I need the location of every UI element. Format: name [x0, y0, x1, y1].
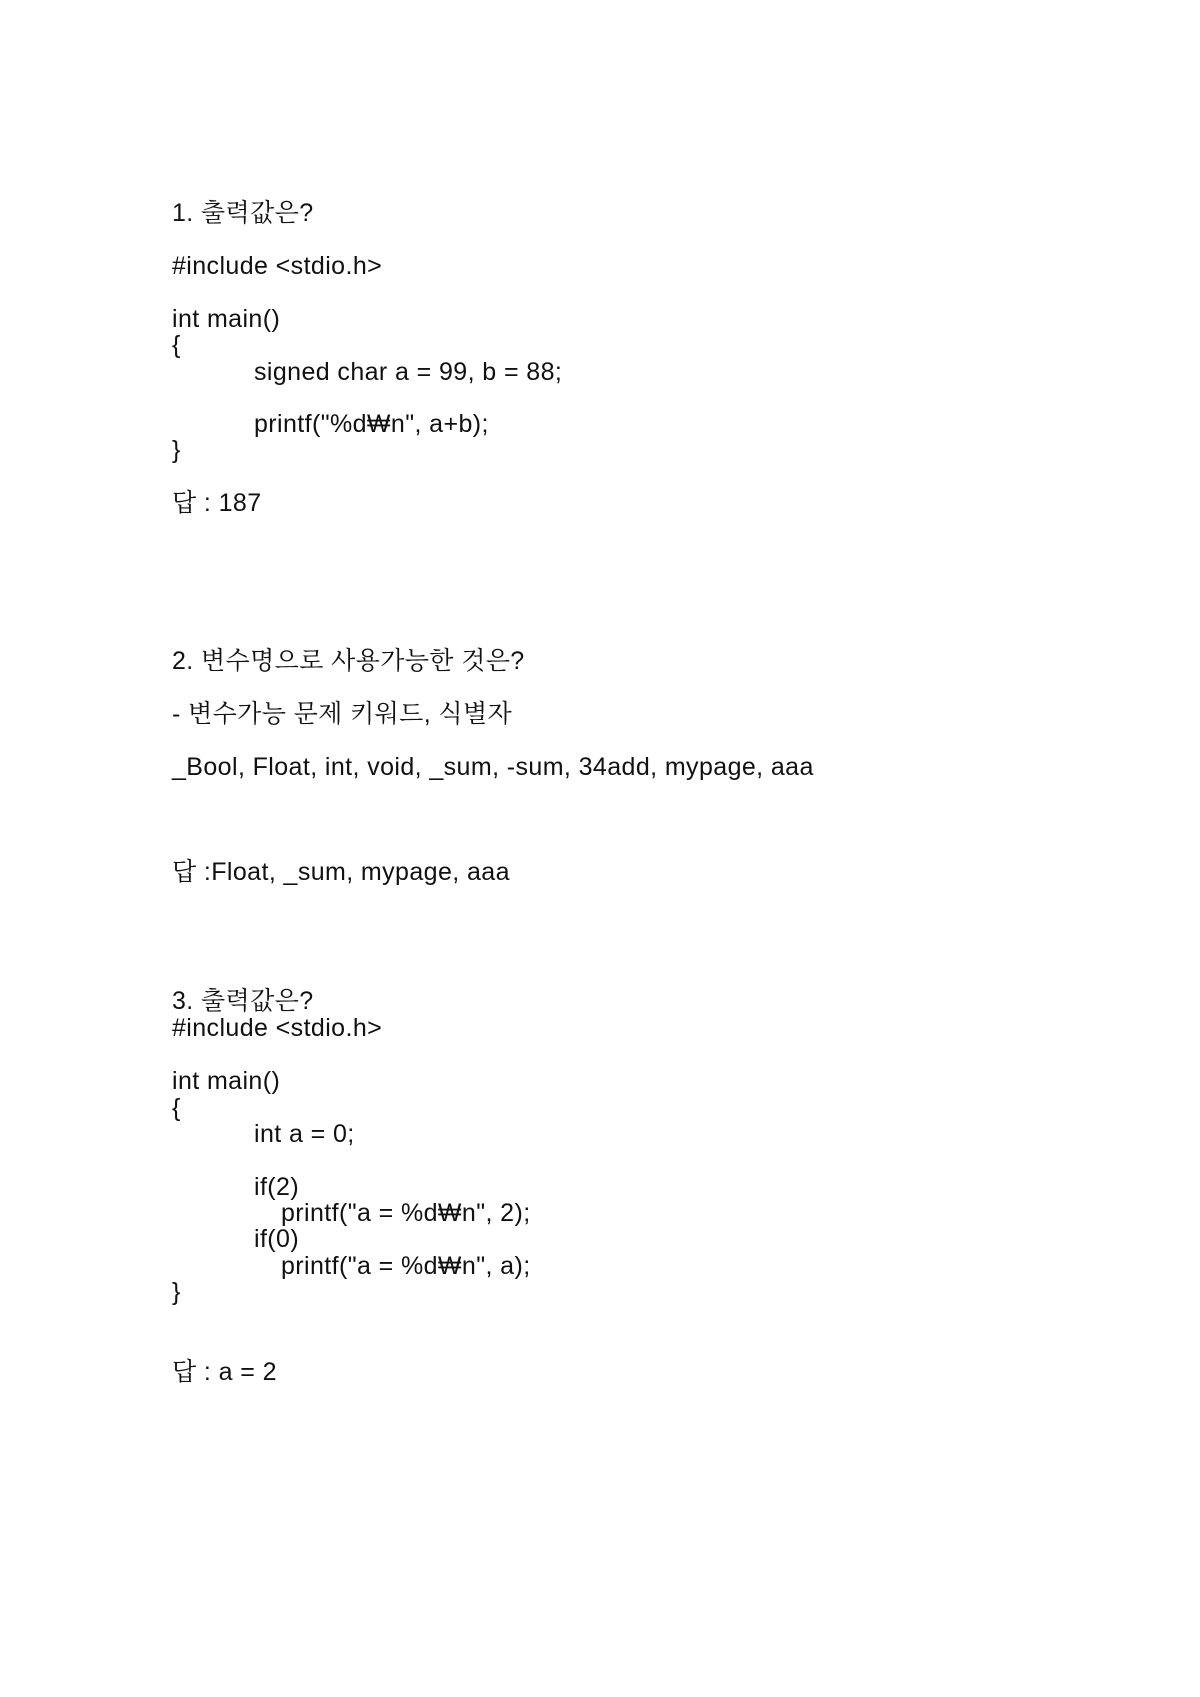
q3-answer: 답 : a = 2: [172, 1358, 277, 1386]
q1-code-line: {: [172, 331, 181, 359]
q1-code-line: signed char a = 99, b = 88;: [254, 358, 563, 386]
q1-code-line: }: [172, 436, 181, 464]
q2-title: 2. 변수명으로 사용가능한 것은?: [172, 647, 525, 675]
q3-code-line: #include <stdio.h>: [172, 1014, 383, 1042]
q3-code-line: {: [172, 1094, 181, 1122]
q1-title: 1. 출력값은?: [172, 199, 314, 227]
q3-code-line: int a = 0;: [254, 1120, 355, 1148]
q3-code-line: printf("a = %d₩n", a);: [281, 1252, 531, 1280]
q3-code-line: if(2): [254, 1173, 300, 1201]
q3-code-line: int main(): [172, 1067, 281, 1095]
q1-answer: 답 : 187: [172, 489, 262, 517]
q1-code-line: #include <stdio.h>: [172, 252, 383, 280]
q2-options: _Bool, Float, int, void, _sum, -sum, 34add, mypage, aaa: [172, 753, 814, 781]
q3-code-line: if(0): [254, 1225, 300, 1253]
q3-code-line: printf("a = %d₩n", 2);: [281, 1199, 531, 1227]
q3-code-line: }: [172, 1278, 181, 1306]
q2-answer: 답 :Float, _sum, mypage, aaa: [172, 858, 510, 886]
q1-code-line: printf("%d₩n", a+b);: [254, 410, 489, 438]
q3-title: 3. 출력값은?: [172, 987, 314, 1015]
q1-code-line: int main(): [172, 305, 281, 333]
q2-note: - 변수가능 문제 키워드, 식별자: [172, 700, 513, 728]
